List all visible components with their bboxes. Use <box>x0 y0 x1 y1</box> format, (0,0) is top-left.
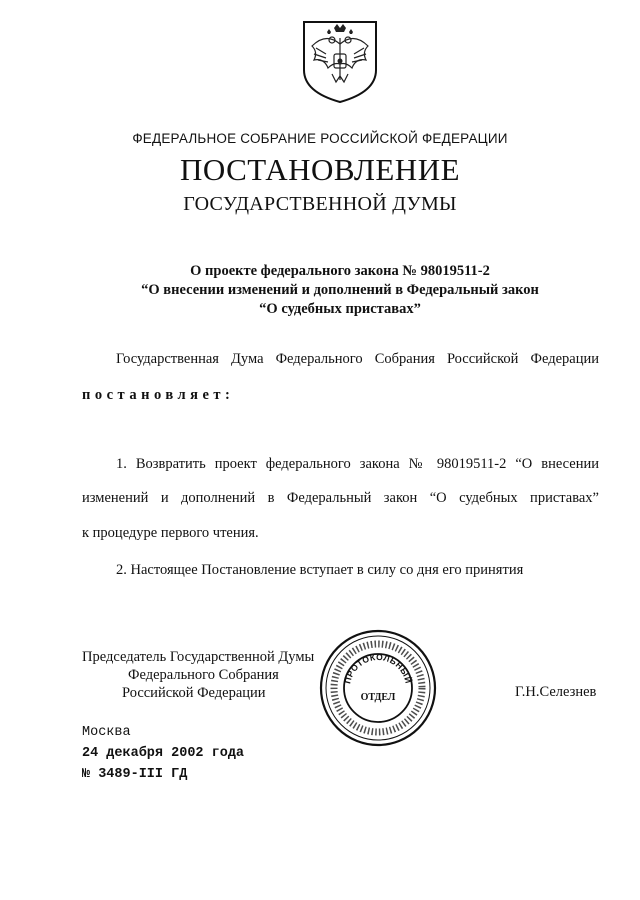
position-line-1: Председатель Государственной Думы <box>82 649 315 665</box>
stamp-center-text: ОТДЕЛ <box>360 692 396 703</box>
resolves-text: постановляет: <box>82 387 235 403</box>
official-stamp <box>318 628 438 748</box>
subject-line-2: “О внесении изменений и дополнений в Федеральный закон <box>141 282 539 298</box>
signatory-name: Г.Н.Селезнев <box>515 684 597 700</box>
svg-text:ПРОТОКОЛЬНЫЙ <box>342 652 414 685</box>
footer-city: Москва <box>82 725 131 740</box>
item-1-line-2: изменений и дополнений в Федеральный закон “О судебных приставах” <box>82 490 599 506</box>
item-1-line-3: к процедуре первого чтения. <box>82 525 259 541</box>
organization-name: ФЕДЕРАЛЬНОЕ СОБРАНИЕ РОССИЙСКОЙ ФЕДЕРАЦИИ <box>132 131 508 146</box>
document-subject <box>0 262 640 319</box>
item-2-text: 2. Настоящее Постановление вступает в силу со дня его принятия <box>116 562 524 578</box>
coat-of-arms-emblem <box>300 18 380 104</box>
footer-number: № 3489-III ГД <box>82 767 188 782</box>
position-line-3: Российской Федерации <box>122 685 266 701</box>
document-title: ПОСТАНОВЛЕНИЕ <box>179 152 461 187</box>
subject-line-1: О проекте федерального закона № 98019511-2 <box>190 263 490 279</box>
document-footer <box>82 722 244 785</box>
document-subtitle: ГОСУДАРСТВЕННОЙ ДУМЫ <box>183 193 457 215</box>
footer-date: 24 декабря 2002 года <box>82 746 245 761</box>
stamp-arc-text: ПРОТОКОЛЬНЫЙ <box>342 651 414 685</box>
position-line-2: Федерального Собрания <box>128 667 279 683</box>
subject-line-3: “О судебных приставах” <box>259 301 421 317</box>
item-1-line-1: 1. Возвратить проект федерального закона № 98019511-2 “О внесении <box>116 456 599 472</box>
preamble-text: Государственная Дума Федерального Собрания Российской Федерации <box>116 351 599 367</box>
